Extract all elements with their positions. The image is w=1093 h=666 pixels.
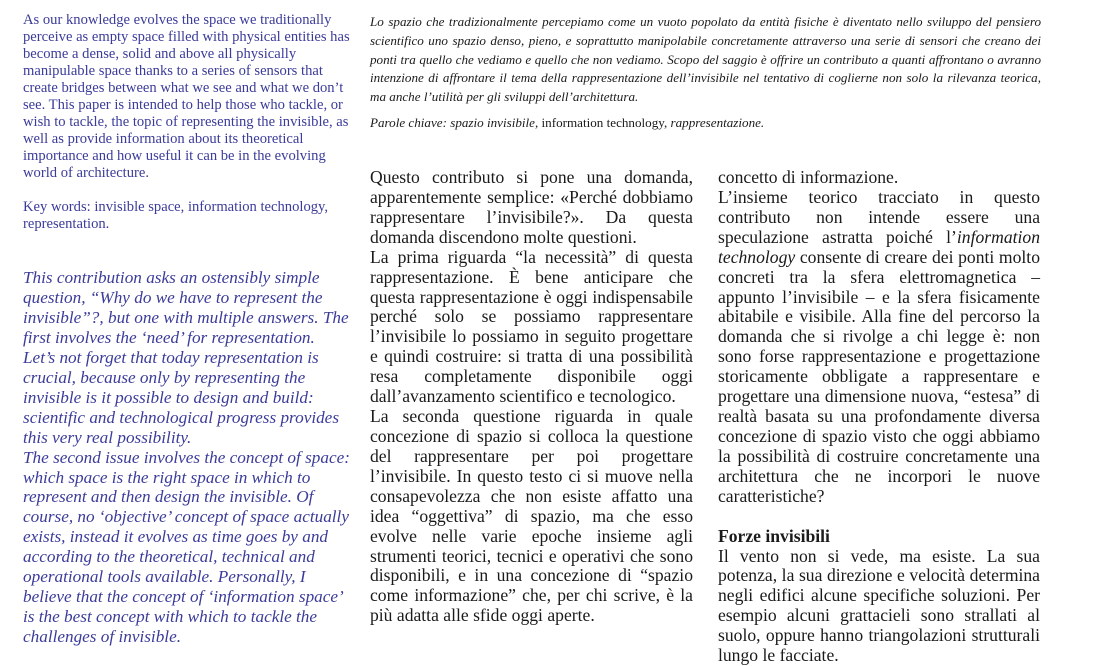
english-intro-paragraph-1: This contribution asks an ostensibly simple question, “Why do we have to represent the invisible”?, but one with multiple answers. The first involves the ‘need’ for representation. Let’s not forget that today representation is crucial, because only by representing the invisible is it possible to design and build: scientific and technological progress provides this very real possibility. — [23, 268, 351, 448]
italian-keywords — [370, 114, 1041, 133]
body-text: consente di creare dei ponti molto concreti tra la sfera elettromagnetica – appunto l’invisibile – e la sfera fisicamente abitabile e visibile. Alla fine del percorso la domanda che si rivolge a chi legge è: non sono forse rappresentazione e progettazione storicamente obbligate a rappresentare e progettare una dimensione nuova, “estesa” di realtà basata su una profondamente diversa concezione di spazio visto che oggi abbiamo la possibilità di costruire concretamente una architettura che ne incorpori le nuove caratteristiche? — [718, 247, 1040, 506]
body-paragraph: concetto di informazione. — [718, 168, 1040, 188]
body-column-1 — [370, 168, 693, 626]
body-paragraph: Questo contributo si pone una domanda, apparentemente semplice: «Perché dobbiamo rappresentare l’invisibile?». Da questa domanda discendono molte questioni. — [370, 168, 693, 248]
english-intro-paragraph-2: The second issue involves the concept of space: which space is the right space in which to represent and then design the invisible. Of course, no ‘objective’ concept of space actually exists, instead it evolves as time goes by and according to the theoretical, technical and operational tools available. Personally, I believe that the concept of ‘information space’ is the best concept with which to tackle the challenges of invisible. — [23, 448, 351, 648]
section-heading: Forze invisibili — [718, 527, 1040, 547]
english-abstract-text: As our knowledge evolves the space we traditionally perceive as empty space filled with physical entities has become a dense, solid and above all physically manipulable space thanks to a series of sensors that create bridges between what we see and what we don’t see. This paper is intended to help those who tackle, or wish to tackle, the topic of representing the invisible, as well as provide information about its theoretical importance and how useful it can be in the evolving world of architecture. — [23, 12, 351, 182]
english-introduction — [23, 268, 351, 647]
body-paragraph: Il vento non si vede, ma esiste. La sua potenza, la sua direzione e velocità determina negli edifici alcune specifiche soluzioni. Per esempio alcuni grattacieli sono strallati al suolo, oppure hanno triangolazioni strutturali lungo le facciate. — [718, 547, 1040, 666]
italian-abstract: Lo spazio che tradizionalmente percepiamo come un vuoto popolato da entità fisiche è diventato nello sviluppo del pensiero scientifico uno spazio denso, pieno, e soprattutto manipolabile concretamente attraverso una serie di sensori che creano dei ponti tra quello che vediamo e quello che non vediamo. Scopo del saggio è offrire un contributo a quanti affrontano o avranno intenzione di affrontare il tema della rappresentazione dell’invisibile nel tentativo di coglierne non solo la rilevanza teorica, ma anche l’utilità per gli sviluppi dell’architettura. — [370, 13, 1041, 107]
italian-keyword-representation: rappresentazione. — [671, 115, 765, 130]
italian-keyword-it: information technology, — [538, 115, 670, 130]
english-abstract — [23, 12, 351, 182]
body-column-2 — [718, 168, 1040, 666]
body-text: L’insieme teorico tracciato in questo contributo non intende essere una speculazione astratta poiché l’ — [718, 187, 1040, 247]
english-keywords: Key words: invisible space, information technology, representation. — [23, 199, 351, 233]
body-paragraph: La prima riguarda “la necessità” di questa rappresentazione. È bene anticipare che questa rappresentazione è oggi indispensabile perché solo se possiamo rappresentare l’invisibile lo possiamo in seguito progettare e quindi costruire: si tratta di una possibilità resa completamente disponibile oggi dall’avanzamento scientifico e tecnologico. — [370, 248, 693, 407]
body-paragraph — [718, 188, 1040, 507]
body-paragraph: La seconda questione riguarda in quale concezione di spazio si colloca la questione del rappresentare per poi progettare l’invisibile. In questo testo ci si muove nella consapevolezza che non esiste affatto una idea “oggettiva” di spazio, ma che esso evolve nelle varie epoche insieme agli strumenti teorici, tecnici e operativi che sono disponibili, e in una concezione di “spazio come informazione” che, per chi scrive, è la più adatta alle sfide oggi aperte. — [370, 407, 693, 626]
emphasis-text: information technology — [718, 227, 1040, 267]
italian-keywords-label: Parole chiave: spazio invisibile, — [370, 115, 538, 130]
